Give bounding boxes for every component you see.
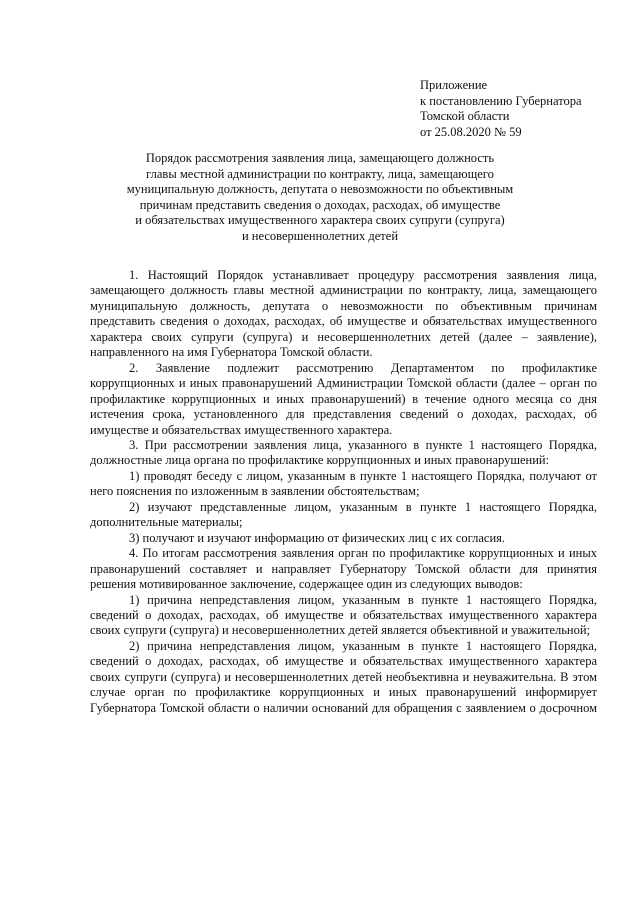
paragraph-2: 2. Заявление подлежит рассмотрению Департаментом по профилактике коррупционных и иных правонарушений Администрации Томской области (далее – орган по профилактике коррупционных и иных правонарушений) в течение одного месяца со дня истечения срока, установленного для представления сведений о доходах, расходах, об имуществе и обязательствах имущественного характера. — [90, 360, 597, 437]
paragraph-1: 1. Настоящий Порядок устанавливает процедуру рассмотрения заявления лица, замещающего должность главы местной администрации по контракту, лица, замещающего муниципальную должность, депутата о невозможности по объективным причинам представить сведения о доходах, расходах, об имуществе и обязательствах имущественного характера своих супруги (супруга) и несовершеннолетних детей (далее – заявление), направленного на имя Губернатора Томской области. — [90, 268, 597, 360]
paragraph-4: 4. По итогам рассмотрения заявления орган по профилактике коррупционных и иных правонарушений составляет и направляет Губернатору Томской области для принятия решения мотивированное заключение, содержащее один из следующих выводов: — [90, 546, 597, 592]
document-title — [90, 151, 550, 245]
appendix-line: Томской области — [420, 109, 510, 123]
title-line: муниципальную должность, депутата о невозможности по объективным — [126, 182, 514, 197]
appendix-block — [420, 78, 582, 140]
title-line: Порядок рассмотрения заявления лица, замещающего должность — [145, 151, 495, 165]
paragraph-3: 3. При рассмотрении заявления лица, указанного в пункте 1 настоящего Порядка, должностные лица органа по профилактике коррупционных и иных правонарушений: — [90, 437, 597, 468]
paragraph-4-item-2: 2) причина непредставления лицом, указанным в пункте 1 настоящего Порядка, сведений о доходах, расходах, об имуществе и обязательствах имущественного характера своих супруги (супруга) и несовершеннолетних детей необъективна и неуважительна. В этом случае орган по профилактике коррупционных и иных правонарушений информирует Губернатора Томской области о наличии оснований для обращения с заявлением о досрочном — [90, 638, 597, 715]
paragraph-3-item-1: 1) проводят беседу с лицом, указанным в пункте 1 настоящего Порядка, получают от него пояснения по изложенным в заявлении обстоятельствам; — [90, 468, 597, 499]
title-line: и несовершеннолетних детей — [241, 228, 399, 243]
paragraph-3-item-3: 3) получают и изучают информацию от физических лиц с их согласия. — [129, 530, 506, 545]
title-line: главы местной администрации по контракту, лица, замещающего — [146, 166, 494, 181]
appendix-line: Приложение — [420, 78, 488, 92]
appendix-line: от 25.08.2020 № 59 — [420, 124, 522, 139]
document-body — [90, 268, 597, 716]
title-line: и обязательствах имущественного характера своих супруги (супруга) — [135, 213, 505, 228]
paragraph-3-item-2: 2) изучают представленные лицом, указанным в пункте 1 настоящего Порядка, дополнительные материалы; — [90, 499, 597, 530]
appendix-line: к постановлению Губернатора — [420, 93, 582, 108]
title-line: причинам представить сведения о доходах, расходах, об имуществе — [139, 197, 501, 212]
paragraph-4-item-1: 1) причина непредставления лицом, указанным в пункте 1 настоящего Порядка, сведений о доходах, расходах, об имуществе и обязательствах имущественного характера своих супруги (супруга) и несовершеннолетних детей является объективной и уважительной; — [90, 592, 597, 638]
